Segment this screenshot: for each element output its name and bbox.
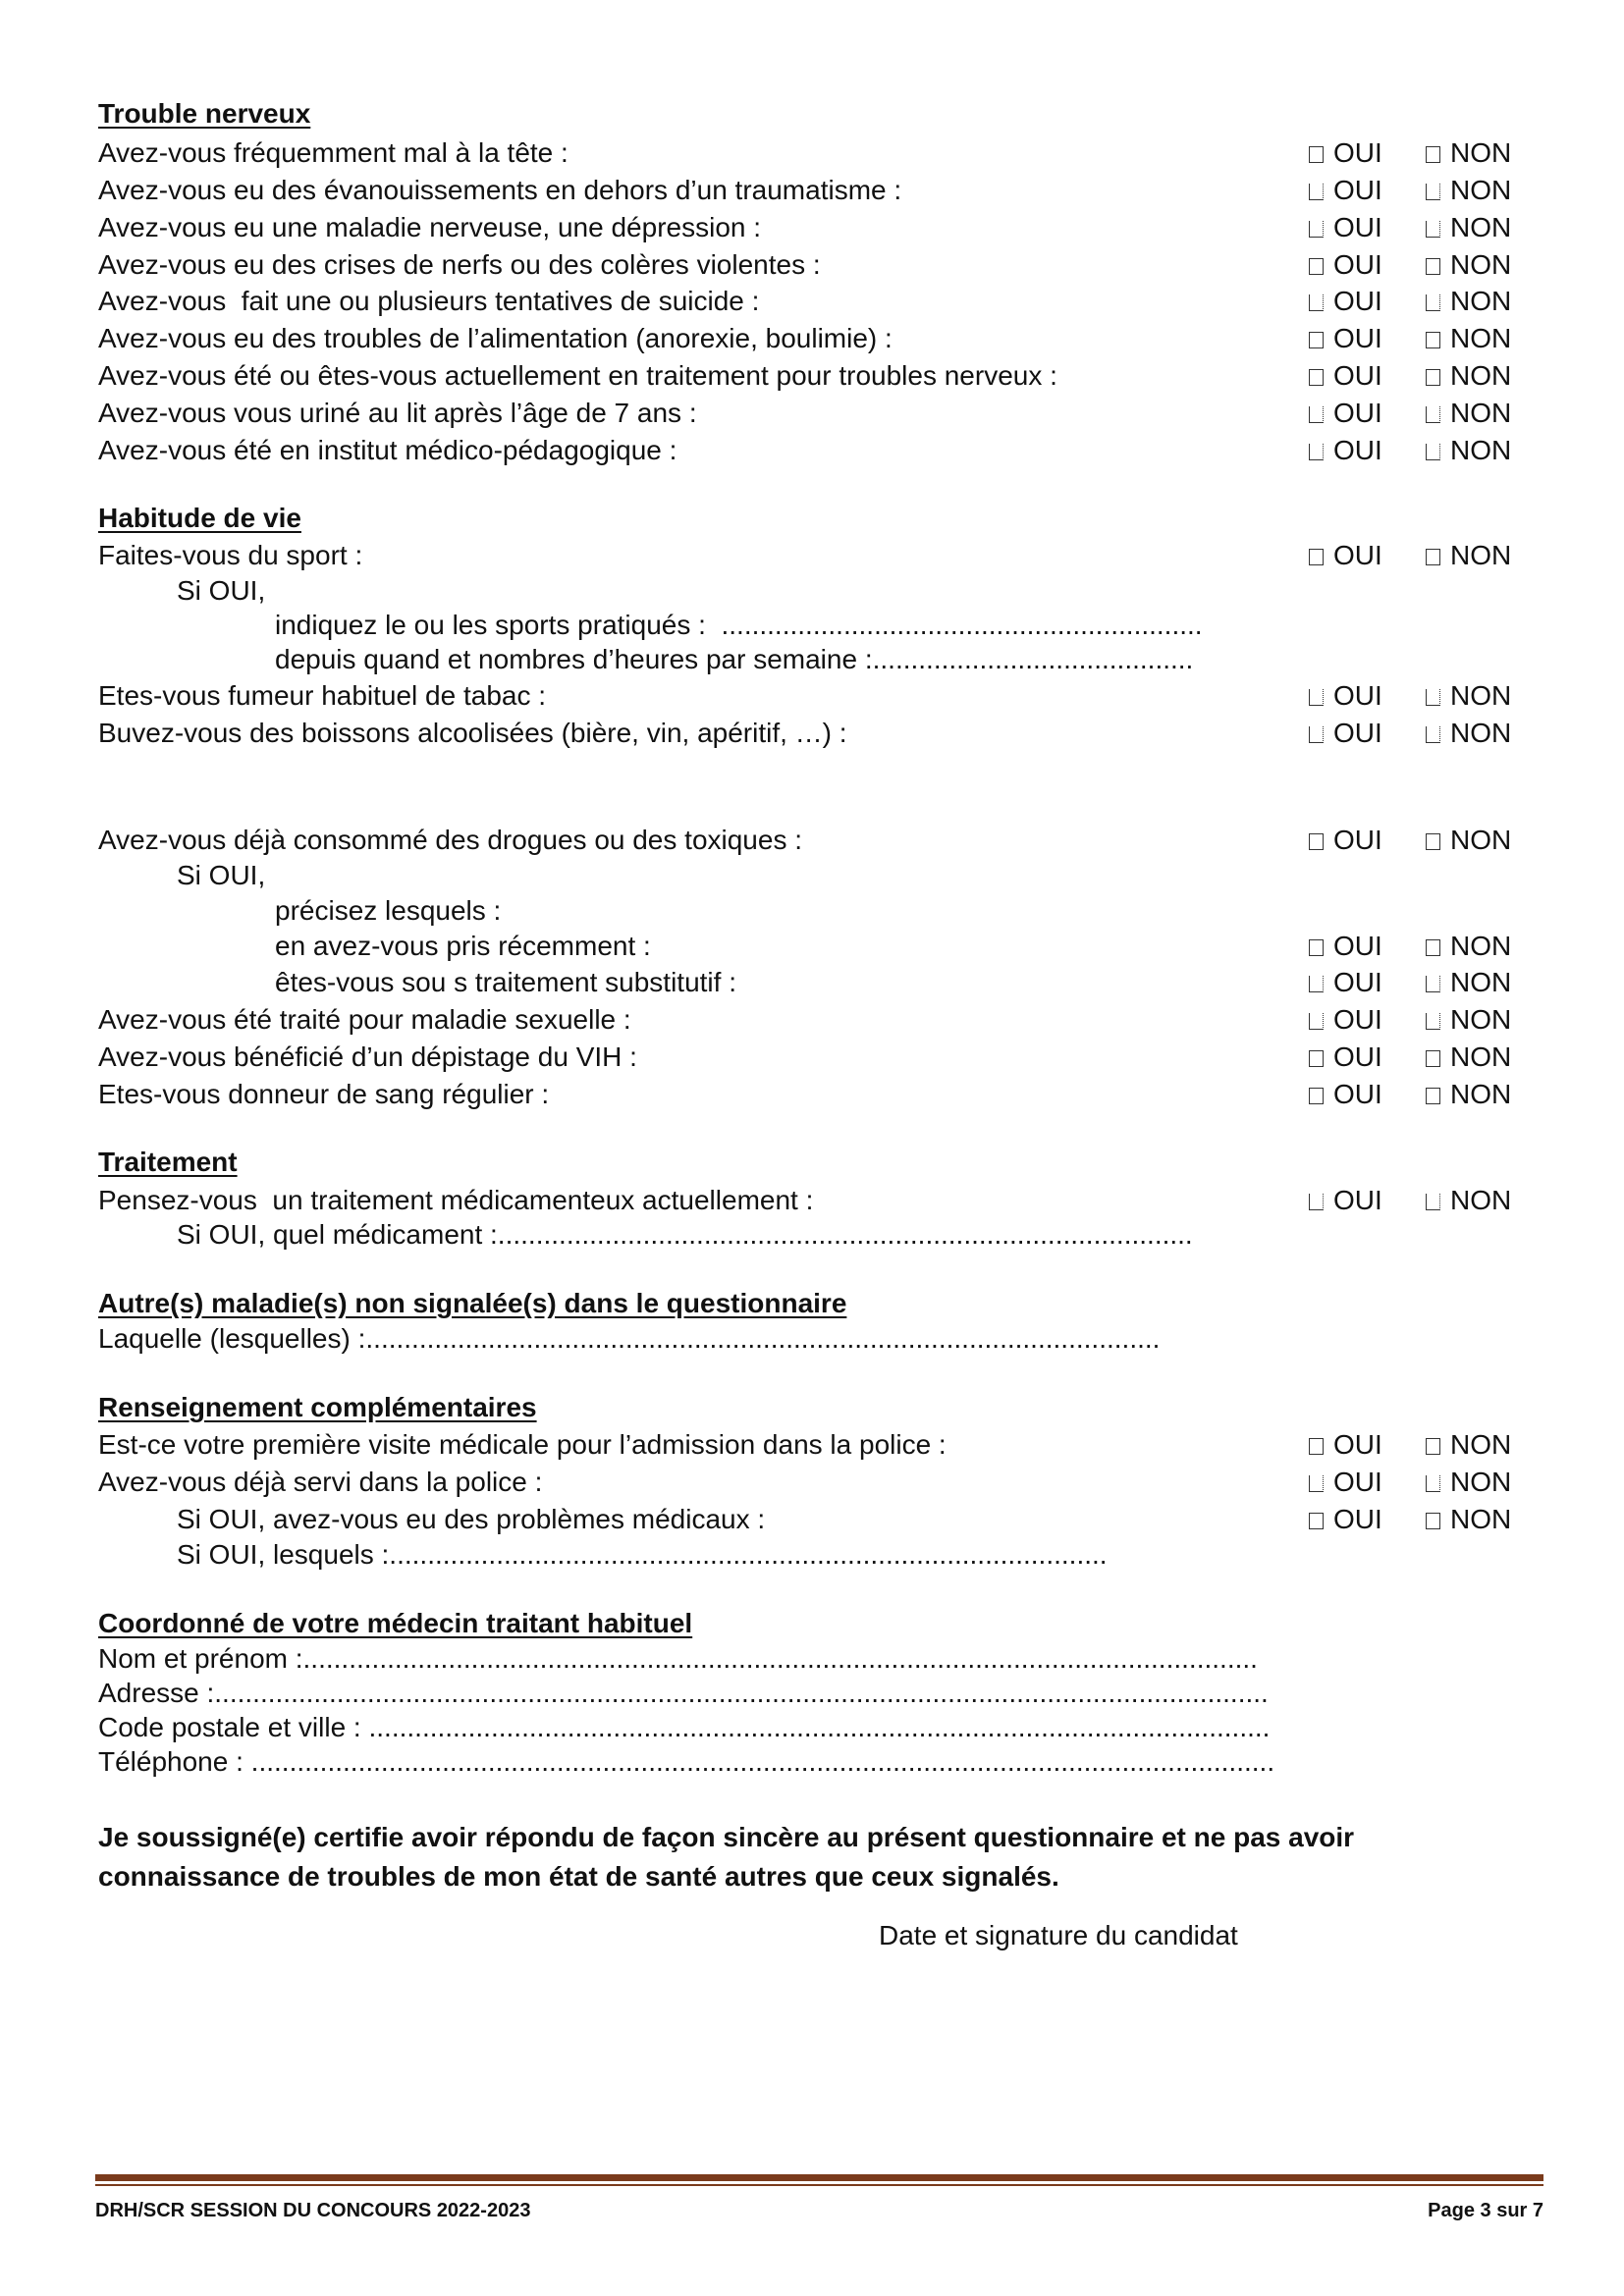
non-label: NON	[1450, 718, 1512, 748]
checkbox-icon[interactable]	[1309, 939, 1324, 956]
checkbox-icon[interactable]	[1426, 221, 1440, 238]
declaration-text: Je soussigné(e) certifie avoir répondu de façon sincère au présent questionnaire et ne pas avoir connaissance de troubles de mon état de santé autres que ceux signalés.	[98, 1822, 1355, 1892]
non-checkbox[interactable]	[1426, 210, 1511, 245]
non-checkbox[interactable]	[1426, 247, 1511, 283]
non-label: NON	[1450, 435, 1512, 465]
oui-checkbox[interactable]	[1309, 538, 1382, 573]
question-text: êtes-vous sou s traitement substitutif :	[275, 967, 736, 997]
checkbox-icon[interactable]	[1309, 1088, 1324, 1104]
checkbox-icon[interactable]	[1309, 332, 1324, 348]
non-label: NON	[1450, 825, 1512, 855]
section-title-habitude-de-vie: Habitude de vie	[98, 503, 301, 533]
question-text: Avez-vous fait une ou plusieurs tentatives de suicide :	[98, 286, 760, 316]
checkbox-icon[interactable]	[1426, 833, 1440, 850]
checkbox-icon[interactable]	[1426, 1013, 1440, 1030]
section-title-autres-maladies: Autre(s) maladie(s) non signalée(s) dans le questionnaire	[98, 1288, 847, 1318]
non-checkbox[interactable]	[1426, 1465, 1511, 1500]
oui-label: OUI	[1333, 931, 1382, 961]
footer-session: DRH/SCR SESSION DU CONCOURS 2022-2023	[95, 2200, 531, 2221]
non-label: NON	[1450, 1504, 1512, 1534]
fill-line-code-postal[interactable]: Code postale et ville : ......................................................................................................................	[98, 1712, 1271, 1742]
oui-label: OUI	[1333, 967, 1382, 997]
oui-label: OUI	[1333, 540, 1382, 570]
question-text: Avez-vous bénéficié d’un dépistage du VIH :	[98, 1041, 637, 1072]
question-text: Avez-vous fréquemment mal à la tête :	[98, 137, 568, 168]
oui-checkbox[interactable]	[1309, 1002, 1382, 1038]
checkbox-icon[interactable]	[1309, 221, 1324, 238]
checkbox-icon[interactable]	[1309, 549, 1324, 565]
fill-line-problemes[interactable]: Si OUI, lesquels :..............................................................................................	[177, 1539, 1108, 1570]
checkbox-icon[interactable]	[1426, 444, 1440, 460]
checkbox-icon[interactable]	[1426, 146, 1440, 163]
oui-label: OUI	[1333, 680, 1382, 711]
non-label: NON	[1450, 680, 1512, 711]
oui-label: OUI	[1333, 137, 1382, 168]
oui-label: OUI	[1333, 1467, 1382, 1497]
checkbox-icon[interactable]	[1309, 1513, 1324, 1529]
non-checkbox[interactable]	[1426, 678, 1511, 714]
question-text: Pensez-vous un traitement médicamenteux actuellement :	[98, 1185, 814, 1215]
oui-label: OUI	[1333, 1079, 1382, 1109]
footer-page-number: Page 3 sur 7	[1428, 2200, 1543, 2221]
oui-checkbox[interactable]	[1309, 716, 1382, 751]
non-label: NON	[1450, 1079, 1512, 1109]
checkbox-icon[interactable]	[1309, 1438, 1324, 1455]
non-checkbox[interactable]	[1426, 1077, 1511, 1112]
question-text: en avez-vous pris récemment :	[275, 931, 651, 961]
question-text: Avez-vous été ou êtes-vous actuellement en traitement pour troubles nerveux :	[98, 360, 1057, 391]
checkbox-icon[interactable]	[1426, 332, 1440, 348]
checkbox-icon[interactable]	[1426, 726, 1440, 743]
non-label: NON	[1450, 540, 1512, 570]
non-label: NON	[1450, 1185, 1512, 1215]
oui-label: OUI	[1333, 718, 1382, 748]
checkbox-icon[interactable]	[1309, 294, 1324, 311]
checkbox-icon[interactable]	[1309, 369, 1324, 386]
non-label: NON	[1450, 175, 1512, 205]
sub-label: précisez lesquels :	[275, 895, 502, 926]
checkbox-icon[interactable]	[1426, 1088, 1440, 1104]
checkbox-icon[interactable]	[1309, 258, 1324, 275]
non-label: NON	[1450, 931, 1512, 961]
non-checkbox[interactable]	[1426, 358, 1511, 394]
oui-checkbox[interactable]	[1309, 1427, 1382, 1463]
non-label: NON	[1450, 967, 1512, 997]
checkbox-icon[interactable]	[1426, 939, 1440, 956]
checkbox-icon[interactable]	[1426, 1438, 1440, 1455]
non-label: NON	[1450, 1004, 1512, 1035]
section-title-medecin: Coordonné de votre médecin traitant habituel	[98, 1608, 693, 1638]
non-checkbox[interactable]	[1426, 823, 1511, 858]
oui-label: OUI	[1333, 212, 1382, 242]
oui-label: OUI	[1333, 1185, 1382, 1215]
oui-label: OUI	[1333, 825, 1382, 855]
checkbox-icon[interactable]	[1309, 184, 1324, 200]
checkbox-icon[interactable]	[1309, 146, 1324, 163]
footer-rule-thin	[95, 2184, 1543, 2186]
non-checkbox[interactable]	[1426, 1502, 1511, 1537]
non-checkbox[interactable]	[1426, 396, 1511, 431]
question-text: Avez-vous eu des évanouissements en dehors d’un traumatisme :	[98, 175, 902, 205]
oui-label: OUI	[1333, 1041, 1382, 1072]
checkbox-icon[interactable]	[1309, 1050, 1324, 1067]
checkbox-icon[interactable]	[1309, 1013, 1324, 1030]
oui-checkbox[interactable]	[1309, 135, 1382, 171]
section-title-trouble-nerveux: Trouble nerveux	[98, 98, 311, 129]
question-text: Etes-vous donneur de sang régulier :	[98, 1079, 550, 1109]
question-text: Avez-vous été traité pour maladie sexuelle :	[98, 1004, 631, 1035]
non-checkbox[interactable]	[1426, 135, 1511, 171]
non-checkbox[interactable]	[1426, 173, 1511, 208]
oui-checkbox[interactable]	[1309, 1502, 1382, 1537]
oui-checkbox[interactable]	[1309, 210, 1382, 245]
checkbox-icon[interactable]	[1426, 294, 1440, 311]
question-text: Avez-vous déjà consommé des drogues ou des toxiques :	[98, 825, 803, 855]
oui-checkbox[interactable]	[1309, 247, 1382, 283]
oui-label: OUI	[1333, 323, 1382, 353]
oui-checkbox[interactable]	[1309, 1183, 1382, 1218]
checkbox-icon[interactable]	[1309, 1475, 1324, 1492]
non-checkbox[interactable]	[1426, 929, 1511, 964]
question-text: Avez-vous vous uriné au lit après l’âge de 7 ans :	[98, 398, 697, 428]
non-label: NON	[1450, 323, 1512, 353]
oui-label: OUI	[1333, 175, 1382, 205]
non-checkbox[interactable]	[1426, 965, 1511, 1000]
checkbox-icon[interactable]	[1426, 549, 1440, 565]
oui-checkbox[interactable]	[1309, 965, 1382, 1000]
question-text: Avez-vous eu des crises de nerfs ou des colères violentes :	[98, 249, 821, 280]
section-title-traitement: Traitement	[98, 1147, 238, 1177]
non-checkbox[interactable]	[1426, 1002, 1511, 1038]
checkbox-icon[interactable]	[1426, 689, 1440, 706]
oui-label: OUI	[1333, 398, 1382, 428]
question-text: Faites-vous du sport :	[98, 540, 363, 570]
question-text: Si OUI, avez-vous eu des problèmes médicaux :	[177, 1504, 766, 1534]
oui-label: OUI	[1333, 1504, 1382, 1534]
non-label: NON	[1450, 137, 1512, 168]
non-checkbox[interactable]	[1426, 1040, 1511, 1075]
question-text: Avez-vous eu des troubles de l’alimentation (anorexie, boulimie) :	[98, 323, 893, 353]
question-text: Avez-vous déjà servi dans la police :	[98, 1467, 543, 1497]
oui-label: OUI	[1333, 1004, 1382, 1035]
oui-checkbox[interactable]	[1309, 396, 1382, 431]
oui-checkbox[interactable]	[1309, 823, 1382, 858]
checkbox-icon[interactable]	[1309, 1194, 1324, 1210]
checkbox-icon[interactable]	[1309, 833, 1324, 850]
oui-label: OUI	[1333, 435, 1382, 465]
non-label: NON	[1450, 249, 1512, 280]
oui-checkbox[interactable]	[1309, 1077, 1382, 1112]
fill-line-adresse[interactable]: Adresse :..........................................................................................................................................	[98, 1678, 1269, 1708]
fill-line-nom[interactable]: Nom et prénom :.............................................................................................................................	[98, 1643, 1258, 1674]
non-checkbox[interactable]	[1426, 1427, 1511, 1463]
sub-label: Si OUI,	[177, 575, 266, 606]
checkbox-icon[interactable]	[1309, 406, 1324, 423]
oui-checkbox[interactable]	[1309, 433, 1382, 468]
oui-checkbox[interactable]	[1309, 929, 1382, 964]
non-label: NON	[1450, 1041, 1512, 1072]
fill-line-autres[interactable]: Laquelle (lesquelles) :........................................................................................................	[98, 1323, 1161, 1354]
non-checkbox[interactable]	[1426, 321, 1511, 356]
non-label: NON	[1450, 1467, 1512, 1497]
non-checkbox[interactable]	[1426, 433, 1511, 468]
sub-label: Si OUI,	[177, 860, 266, 890]
oui-checkbox[interactable]	[1309, 284, 1382, 319]
question-text: Buvez-vous des boissons alcoolisées (bière, vin, apéritif, …) :	[98, 718, 847, 748]
checkbox-icon[interactable]	[1426, 1194, 1440, 1210]
checkbox-icon[interactable]	[1309, 976, 1324, 992]
checkbox-icon[interactable]	[1426, 1050, 1440, 1067]
signature-label: Date et signature du candidat	[879, 1920, 1238, 1950]
oui-checkbox[interactable]	[1309, 358, 1382, 394]
non-label: NON	[1450, 286, 1512, 316]
checkbox-icon[interactable]	[1426, 1513, 1440, 1529]
question-text: Avez-vous eu une maladie nerveuse, une dépression :	[98, 212, 762, 242]
oui-label: OUI	[1333, 249, 1382, 280]
non-label: NON	[1450, 398, 1512, 428]
fill-line-medicament[interactable]: Si OUI, quel médicament :...........................................................................................	[177, 1219, 1193, 1250]
oui-checkbox[interactable]	[1309, 173, 1382, 208]
checkbox-icon[interactable]	[1309, 726, 1324, 743]
non-checkbox[interactable]	[1426, 538, 1511, 573]
checkbox-icon[interactable]	[1426, 406, 1440, 423]
oui-checkbox[interactable]	[1309, 1465, 1382, 1500]
question-text: Est-ce votre première visite médicale pour l’admission dans la police :	[98, 1429, 947, 1460]
non-label: NON	[1450, 212, 1512, 242]
fill-line-hours[interactable]: depuis quand et nombres d’heures par semaine :..........................................	[275, 644, 1194, 674]
checkbox-icon[interactable]	[1426, 976, 1440, 992]
footer-rule	[95, 2174, 1543, 2181]
fill-line-telephone[interactable]: Téléphone : ......................................................................................................................................	[98, 1746, 1275, 1777]
checkbox-icon[interactable]	[1309, 689, 1324, 706]
non-label: NON	[1450, 360, 1512, 391]
oui-checkbox[interactable]	[1309, 321, 1382, 356]
non-checkbox[interactable]	[1426, 284, 1511, 319]
section-title-renseignement: Renseignement complémentaires	[98, 1392, 537, 1422]
oui-label: OUI	[1333, 1429, 1382, 1460]
oui-label: OUI	[1333, 360, 1382, 391]
checkbox-icon[interactable]	[1426, 369, 1440, 386]
oui-label: OUI	[1333, 286, 1382, 316]
fill-line-sports[interactable]: indiquez le ou les sports pratiqués : ...............................................................	[275, 610, 1203, 640]
checkbox-icon[interactable]	[1309, 444, 1324, 460]
question-text: Etes-vous fumeur habituel de tabac :	[98, 680, 547, 711]
checkbox-icon[interactable]	[1426, 1475, 1440, 1492]
non-label: NON	[1450, 1429, 1512, 1460]
checkbox-icon[interactable]	[1426, 184, 1440, 200]
checkbox-icon[interactable]	[1426, 258, 1440, 275]
non-checkbox[interactable]	[1426, 716, 1511, 751]
question-text: Avez-vous été en institut médico-pédagogique :	[98, 435, 677, 465]
oui-checkbox[interactable]	[1309, 678, 1382, 714]
non-checkbox[interactable]	[1426, 1183, 1511, 1218]
oui-checkbox[interactable]	[1309, 1040, 1382, 1075]
